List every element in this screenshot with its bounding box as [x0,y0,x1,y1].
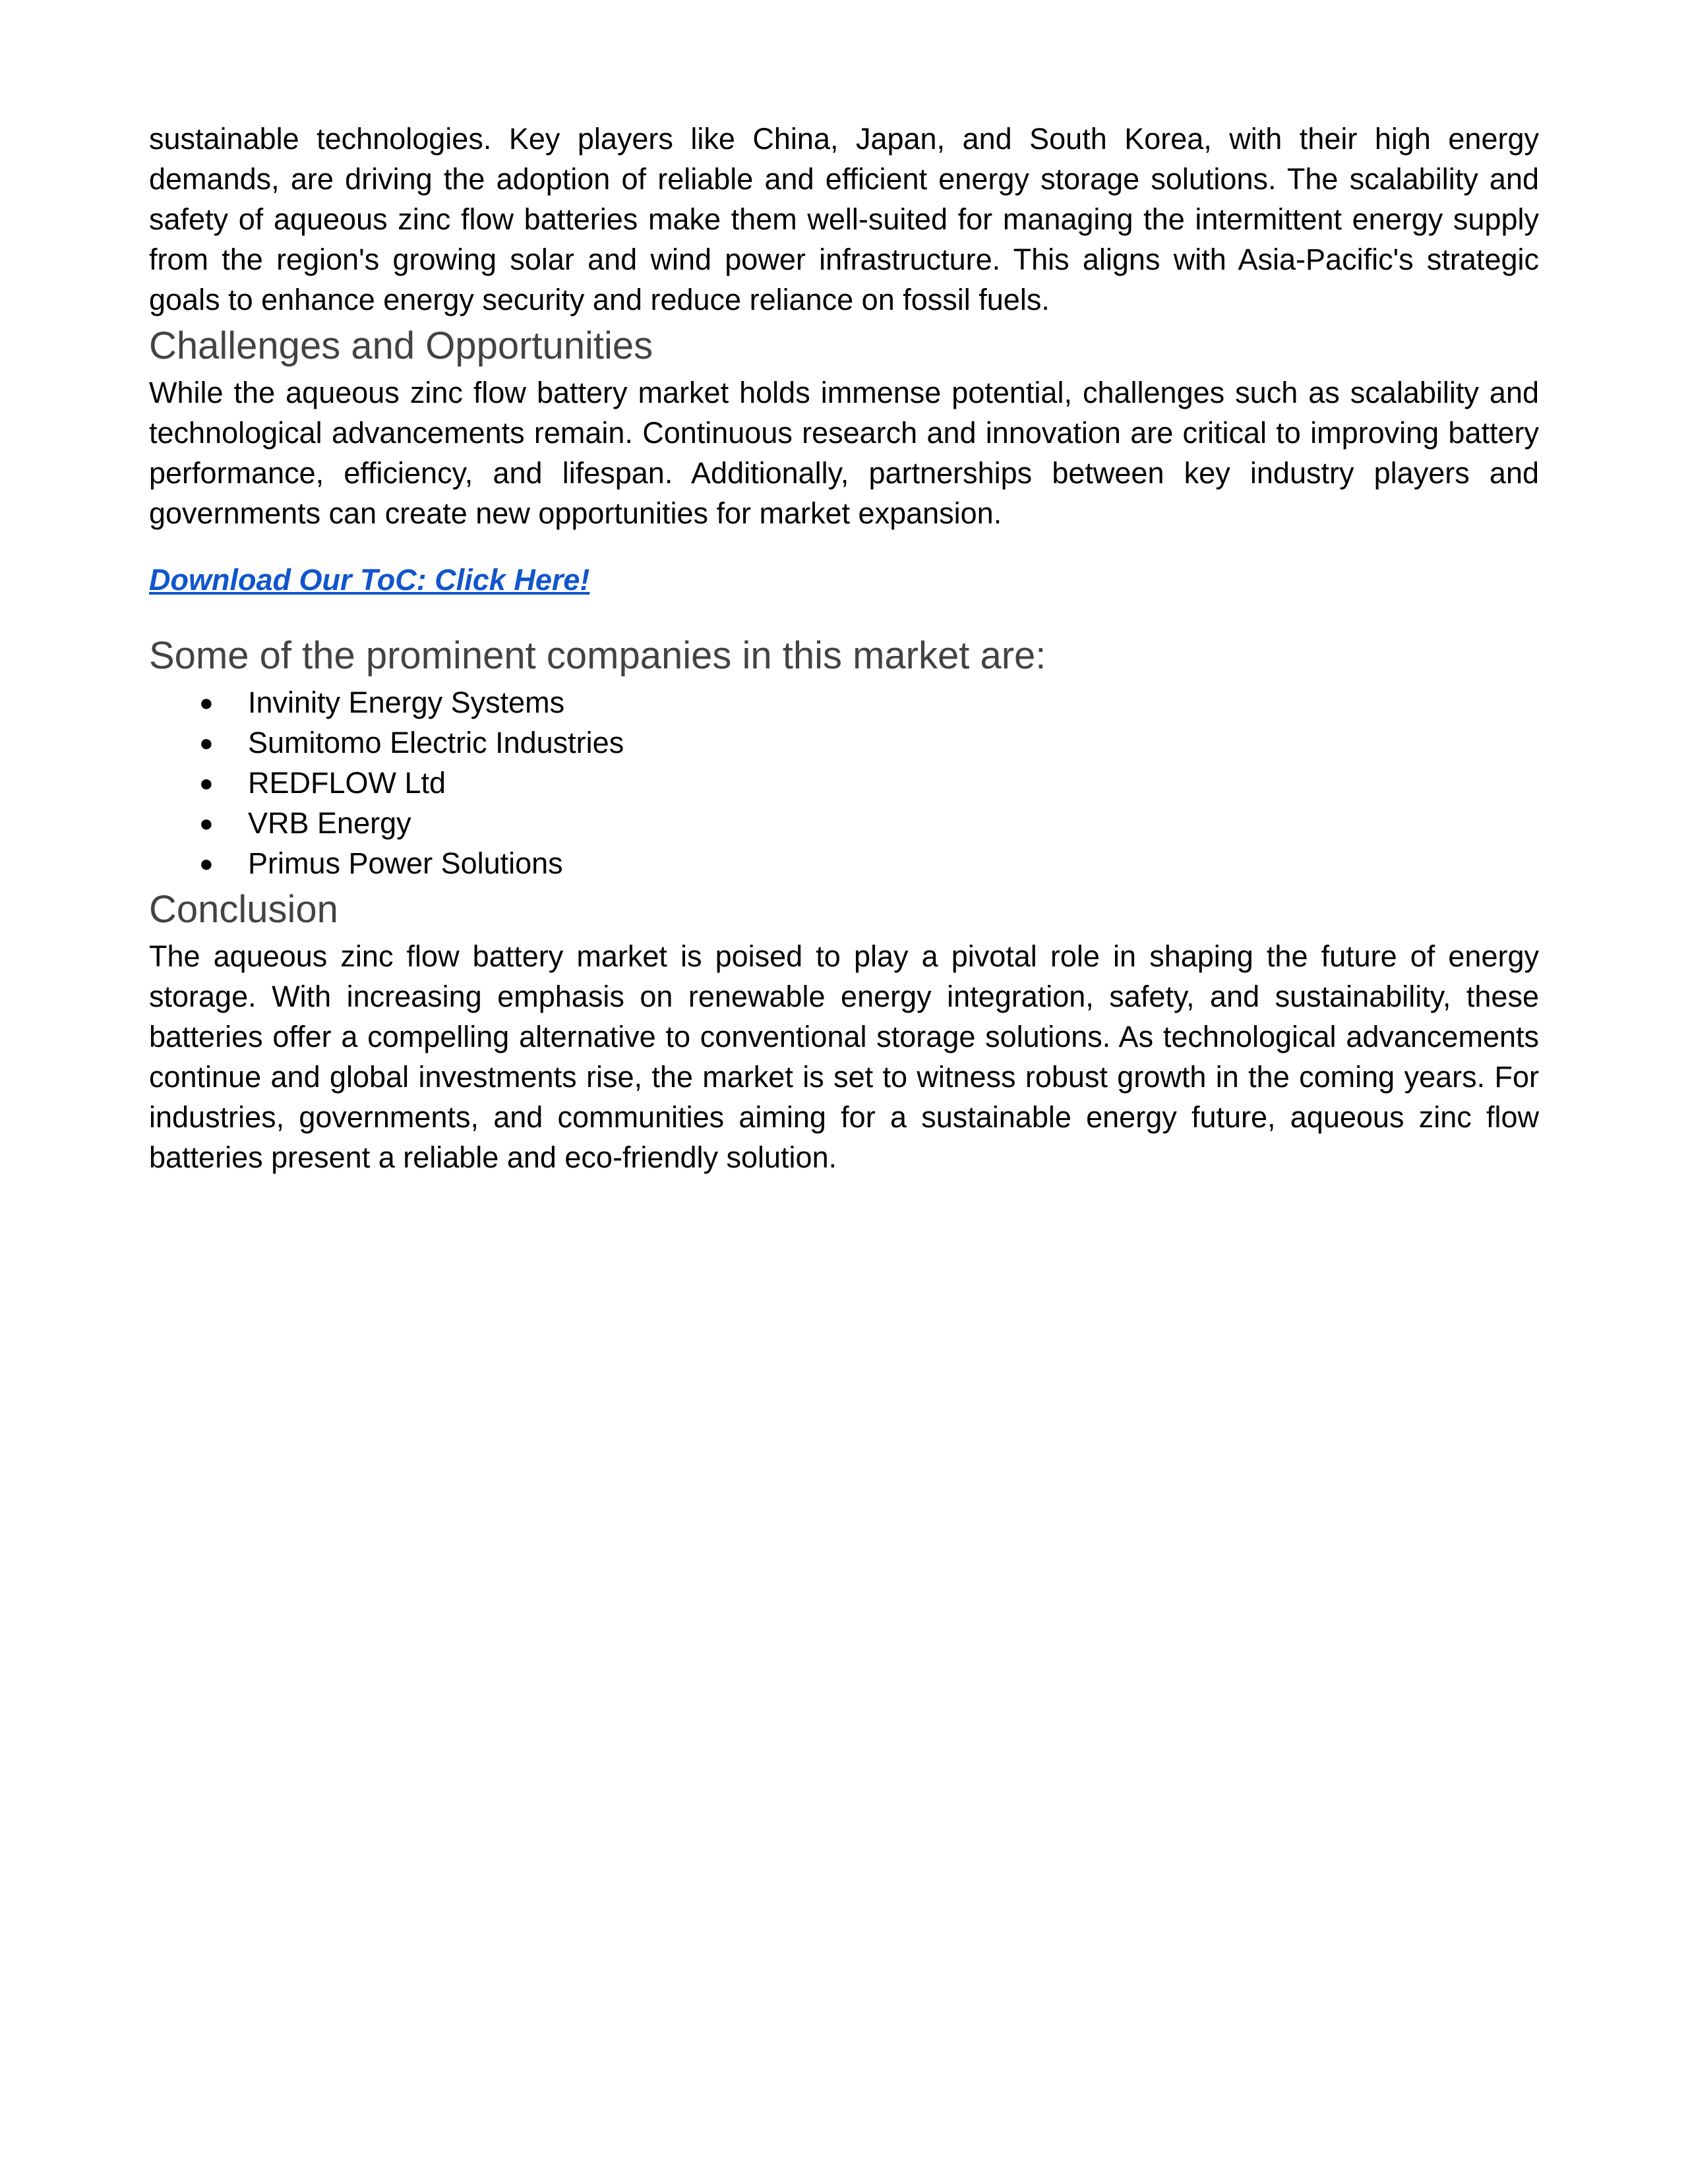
list-item [149,682,1539,723]
bullet-icon: ● [199,810,214,837]
download-link-paragraph [149,560,1539,600]
conclusion-paragraph: The aqueous zinc flow battery market is poised to play a pivotal role in shaping the future of energy storage. With increasing emphasis on renewable energy integration, safety, and sustainability, these batteries offer a compelling alternative to conventional storage solutions. As technological advancements continue and global investments rise, the market is set to witness robust growth in the coming years. For industries, governments, and communities aiming for a sustainable energy future, aqueous zinc flow batteries present a reliable and eco-friendly solution. [149,939,1539,1174]
conclusion-heading: Conclusion [149,888,338,931]
companies-heading: Some of the prominent companies in this market are: [149,634,1046,677]
document-content [149,119,1539,1177]
company-name: VRB Energy [248,806,411,840]
intro-paragraph: sustainable technologies. Key players like China, Japan, and South Korea, with their high energy demands, are driving the adoption of reliable and efficient energy storage solutions. The scalability and safety of aqueous zinc flow batteries make them well-suited for managing the intermittent energy supply from the region's growing solar and wind power infrastructure. This aligns with Asia-Pacific's strategic goals to enhance energy security and reduce reliance on fossil fuels. [149,122,1539,316]
list-item [149,803,1539,843]
list-item [149,763,1539,803]
company-name: REDFLOW Ltd [248,766,446,800]
companies-list [149,682,1539,883]
company-name: Sumitomo Electric Industries [248,726,624,759]
company-name: Primus Power Solutions [248,846,563,880]
download-toc-link[interactable]: Download Our ToC: Click Here! [149,563,590,597]
bullet-icon: ● [199,689,214,716]
challenges-heading: Challenges and Opportunities [149,324,653,367]
bullet-icon: ● [199,729,214,756]
bullet-icon: ● [199,769,214,796]
list-item [149,723,1539,763]
bullet-icon: ● [199,850,214,877]
company-name: Invinity Energy Systems [248,686,565,719]
challenges-paragraph: While the aqueous zinc flow battery market holds immense potential, challenges such as scalability and technological advancements remain. Continuous research and innovation are critical to improving battery performance, efficiency, and lifespan. Additionally, partnerships between key industry players and governments can create new opportunities for market expansion. [149,376,1539,530]
list-item [149,843,1539,883]
